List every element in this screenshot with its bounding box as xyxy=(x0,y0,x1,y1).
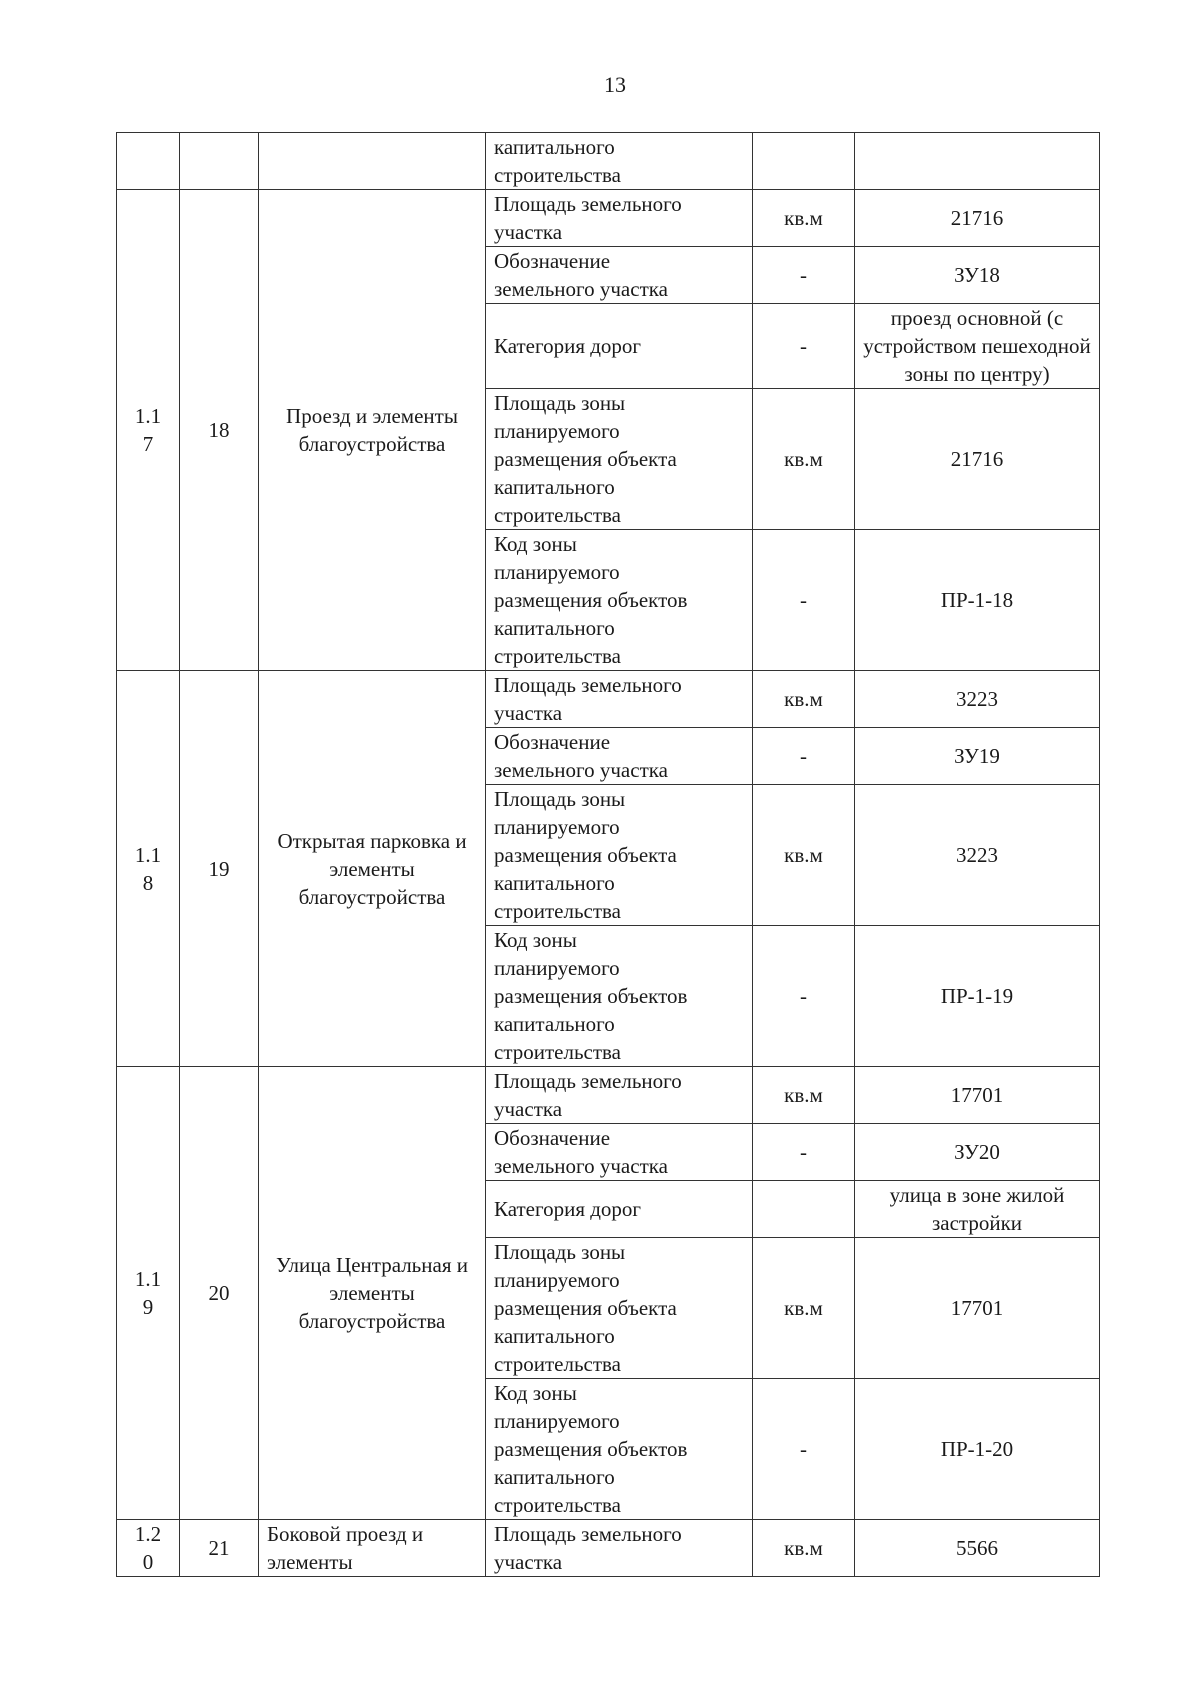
unit-cell: - xyxy=(753,1124,855,1181)
parameter-cell: Код зоны планируемого размещения объектов капитального строительства xyxy=(486,1379,753,1520)
page-number: 13 xyxy=(604,72,626,97)
unit-cell xyxy=(753,1181,855,1238)
unit-cell: кв.м xyxy=(753,389,855,530)
unit-cell: кв.м xyxy=(753,1520,855,1577)
parameter-cell: Площадь зоны планируемого размещения объекта капитального строительства xyxy=(486,1238,753,1379)
row-number-cell: 1.1 8 xyxy=(117,671,180,1067)
row-number-cell xyxy=(117,133,180,190)
index-cell: 18 xyxy=(180,190,259,671)
parameter-cell: Обозначение земельного участка xyxy=(486,247,753,304)
index-cell: 20 xyxy=(180,1067,259,1520)
row-number-cell: 1.2 0 xyxy=(117,1520,180,1577)
value-cell xyxy=(855,133,1100,190)
value-cell: 3223 xyxy=(855,671,1100,728)
object-name-cell: Улица Центральная и элементы благоустройства xyxy=(259,1067,486,1520)
unit-cell: кв.м xyxy=(753,1067,855,1124)
index-cell: 19 xyxy=(180,671,259,1067)
parameter-cell: Код зоны планируемого размещения объектов капитального строительства xyxy=(486,530,753,671)
index-cell xyxy=(180,133,259,190)
unit-cell xyxy=(753,133,855,190)
unit-cell: - xyxy=(753,530,855,671)
table-row xyxy=(117,1067,1100,1124)
value-cell: 5566 xyxy=(855,1520,1100,1577)
value-cell: проезд основной (с устройством пешеходной зоны по центру) xyxy=(855,304,1100,389)
value-cell: ПР-1-20 xyxy=(855,1379,1100,1520)
table-row xyxy=(117,190,1100,247)
parameter-cell: Код зоны планируемого размещения объектов капитального строительства xyxy=(486,926,753,1067)
object-name-cell: Открытая парковка и элементы благоустройства xyxy=(259,671,486,1067)
data-table xyxy=(116,132,1100,1577)
value-cell: ЗУ19 xyxy=(855,728,1100,785)
value-cell: ПР-1-19 xyxy=(855,926,1100,1067)
parameter-cell: Площадь земельного участка xyxy=(486,671,753,728)
index-cell: 21 xyxy=(180,1520,259,1577)
value-cell: ЗУ18 xyxy=(855,247,1100,304)
unit-cell: кв.м xyxy=(753,1238,855,1379)
value-cell: 17701 xyxy=(855,1238,1100,1379)
parameter-cell: Площадь земельного участка xyxy=(486,1520,753,1577)
unit-cell: - xyxy=(753,728,855,785)
parameter-cell: Обозначение земельного участка xyxy=(486,1124,753,1181)
table-row xyxy=(117,133,1100,190)
unit-cell: кв.м xyxy=(753,785,855,926)
unit-cell: - xyxy=(753,247,855,304)
row-number-cell: 1.1 9 xyxy=(117,1067,180,1520)
parameter-cell: Категория дорог xyxy=(486,1181,753,1238)
value-cell: улица в зоне жилой застройки xyxy=(855,1181,1100,1238)
unit-cell: - xyxy=(753,304,855,389)
table-row xyxy=(117,671,1100,728)
value-cell: 17701 xyxy=(855,1067,1100,1124)
value-cell: 21716 xyxy=(855,190,1100,247)
object-name-cell: Боковой проезд и элементы xyxy=(259,1520,486,1577)
object-name-cell: Проезд и элементы благоустройства xyxy=(259,190,486,671)
unit-cell: - xyxy=(753,926,855,1067)
unit-cell: кв.м xyxy=(753,671,855,728)
unit-cell: - xyxy=(753,1379,855,1520)
parameter-cell: капитального строительства xyxy=(486,133,753,190)
value-cell: ЗУ20 xyxy=(855,1124,1100,1181)
parameter-cell: Обозначение земельного участка xyxy=(486,728,753,785)
parameter-cell: Площадь земельного участка xyxy=(486,1067,753,1124)
table-body xyxy=(117,133,1100,1577)
parameter-cell: Категория дорог xyxy=(486,304,753,389)
value-cell: 21716 xyxy=(855,389,1100,530)
unit-cell: кв.м xyxy=(753,190,855,247)
value-cell: ПР-1-18 xyxy=(855,530,1100,671)
parameter-cell: Площадь зоны планируемого размещения объекта капитального строительства xyxy=(486,389,753,530)
value-cell: 3223 xyxy=(855,785,1100,926)
parameter-cell: Площадь зоны планируемого размещения объекта капитального строительства xyxy=(486,785,753,926)
parameter-cell: Площадь земельного участка xyxy=(486,190,753,247)
table-row xyxy=(117,1520,1100,1577)
object-name-cell xyxy=(259,133,486,190)
row-number-cell: 1.1 7 xyxy=(117,190,180,671)
